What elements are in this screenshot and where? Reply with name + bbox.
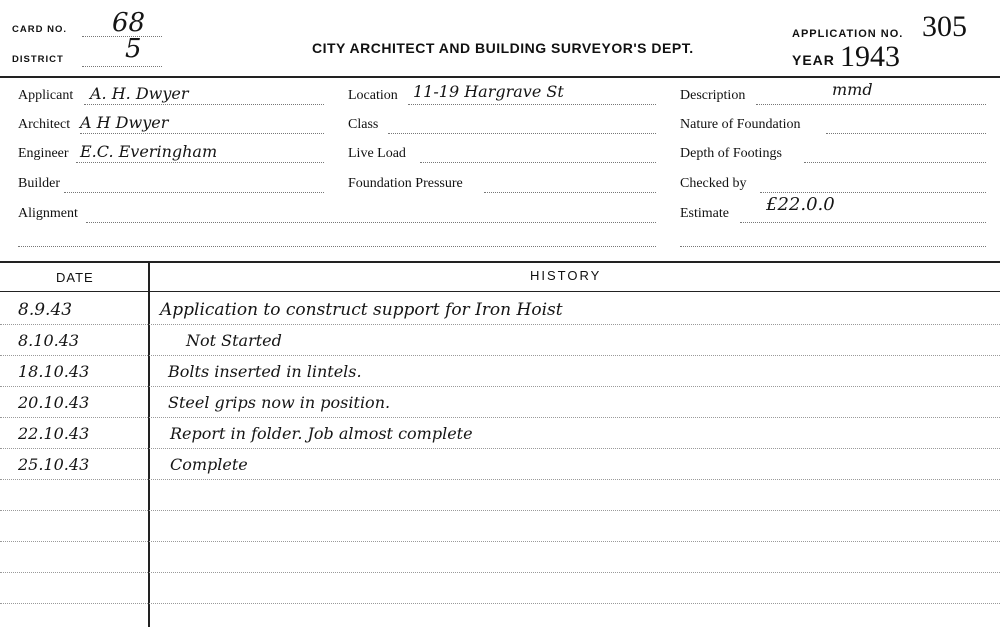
builder-line	[64, 192, 324, 193]
alignment-label: Alignment	[18, 206, 78, 221]
application-no-label: APPLICATION NO.	[792, 28, 904, 40]
checked-by-label: Checked by	[680, 176, 747, 191]
alignment-line	[86, 222, 656, 223]
depth-of-footings-line	[804, 162, 986, 163]
history-text: Complete	[170, 455, 248, 474]
description-line	[756, 104, 986, 105]
history-row	[0, 360, 1000, 391]
nature-of-foundation-label: Nature of Foundation	[680, 117, 801, 132]
nature-of-foundation-line	[826, 133, 986, 134]
history-header-divider	[0, 291, 1000, 292]
extra-line-left	[18, 246, 656, 247]
location-line	[408, 104, 656, 105]
builder-label: Builder	[18, 176, 60, 191]
card-no-label: CARD NO.	[12, 24, 67, 35]
applicant-label: Applicant	[18, 88, 74, 103]
description-label: Description	[680, 88, 746, 103]
applicant-line	[84, 104, 324, 105]
foundation-pressure-line	[484, 192, 656, 193]
engineer-label: Engineer	[18, 146, 69, 161]
history-rule	[0, 603, 1000, 604]
architect-label: Architect	[18, 117, 71, 132]
history-top-divider	[0, 261, 1000, 263]
application-no-value: 305	[922, 10, 967, 43]
class-line	[388, 133, 656, 134]
history-rule	[0, 510, 1000, 511]
history-date: 8.10.43	[18, 331, 80, 350]
history-date: 22.10.43	[18, 424, 90, 443]
district-label: DISTRICT	[12, 54, 64, 65]
history-row	[0, 422, 1000, 453]
estimate-value: £22.0.0	[766, 194, 835, 215]
foundation-pressure-label: Foundation Pressure	[348, 176, 463, 191]
date-header: DATE	[56, 270, 94, 285]
history-date: 20.10.43	[18, 393, 90, 412]
district-value: 5	[125, 34, 142, 64]
history-text: Not Started	[186, 331, 282, 350]
history-date: 8.9.43	[18, 300, 73, 320]
description-value: mmd	[832, 80, 873, 99]
extra-line-right	[680, 246, 986, 247]
card-no-value: 68	[112, 8, 146, 38]
history-row	[0, 453, 1000, 484]
history-date: 25.10.43	[18, 455, 90, 474]
location-label: Location	[348, 88, 398, 103]
architect-line	[80, 133, 324, 134]
engineer-value: E.C. Everingham	[80, 142, 218, 161]
year-value: 1943	[840, 40, 900, 73]
header-divider	[0, 76, 1000, 78]
history-text: Bolts inserted in lintels.	[168, 362, 362, 381]
year-label: YEAR	[792, 52, 835, 68]
class-label: Class	[348, 117, 379, 132]
checked-by-line	[760, 192, 986, 193]
district-line	[82, 66, 162, 67]
applicant-value: A. H. Dwyer	[90, 84, 189, 103]
live-load-line	[420, 162, 656, 163]
history-text: Application to construct support for Iron Hoist	[160, 300, 563, 320]
dept-title: CITY ARCHITECT AND BUILDING SURVEYOR'S DEPT.	[312, 40, 694, 56]
history-rule	[0, 541, 1000, 542]
history-row	[0, 391, 1000, 422]
architect-value: A H Dwyer	[80, 113, 169, 132]
history-rule	[0, 572, 1000, 573]
history-date: 18.10.43	[18, 362, 90, 381]
history-text: Report in folder. Job almost complete	[170, 424, 473, 443]
location-value: 11-19 Hargrave St	[413, 82, 564, 101]
engineer-line	[76, 162, 324, 163]
history-row	[0, 298, 1000, 329]
live-load-label: Live Load	[348, 146, 406, 161]
estimate-line	[740, 222, 986, 223]
estimate-label: Estimate	[680, 206, 729, 221]
history-text: Steel grips now in position.	[168, 393, 391, 412]
depth-of-footings-label: Depth of Footings	[680, 146, 782, 161]
history-header: HISTORY	[530, 268, 602, 283]
history-row	[0, 329, 1000, 360]
